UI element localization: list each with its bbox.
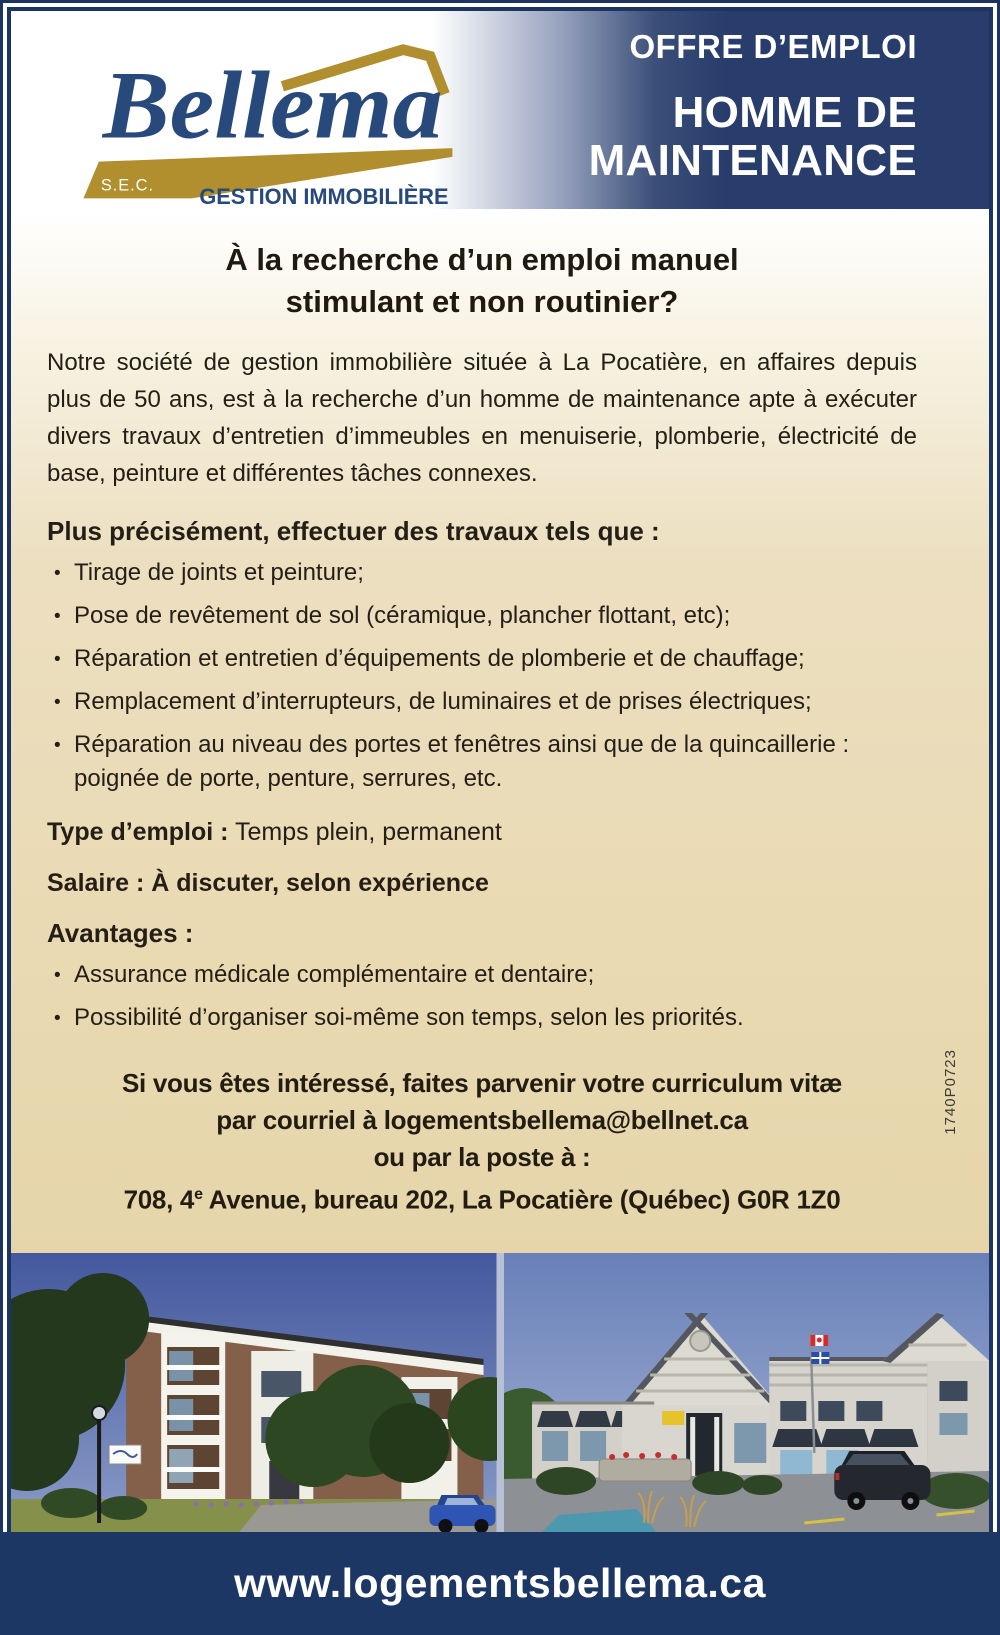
banner-kicker: OFFRE D’EMPLOI [629,28,917,65]
building-sign [109,1445,141,1464]
apply-block [47,1065,917,1219]
task-item: • Remplacement d’interrupteurs, de luminaires et de prises électriques; [47,685,917,719]
apply-line2 [47,1102,917,1139]
photo-strip [11,1253,989,1532]
salary-value: À discuter, selon expérience [151,869,489,898]
website-url: www.logementsbellema.ca [234,1560,766,1606]
benefits-list [47,958,917,1035]
headline-line2: stimulant et non routinier? [285,284,679,320]
address-ordinal: e [194,1186,203,1204]
apply-line2-prefix: par courriel à [216,1105,384,1136]
bellema-logo-graphic [39,11,469,209]
red-white-flag-icon [810,1335,828,1346]
office-building-photo [504,1253,990,1532]
tasks-list [47,556,917,796]
job-banner [497,11,989,209]
benefit-item: • Possibilité d’organiser soi-même son temps, selon les priorités. [47,1001,917,1035]
headline-line1: À la recherche d’un emploi manuel [225,242,739,277]
header [11,11,989,209]
quebec-flag-icon [811,1352,829,1364]
office-building-illustration [504,1253,990,1532]
footer [0,1532,1000,1635]
tasks-heading: Plus précisément, effectuer des travaux tels que : [47,516,660,547]
apply-line3: ou par la poste à : [373,1142,591,1173]
task-item: • Réparation au niveau des portes et fenêtres ainsi que de la quincaillerie : poignée de porte, penture, serrures, etc. [47,728,917,796]
task-item-continuation: poignée de porte, penture, serrures, etc. [74,765,503,793]
job-type-line [47,818,917,847]
banner-title [497,89,917,184]
headline [47,239,917,323]
logo-brand-text: Bellema [101,51,443,159]
job-type-label: Type d’emploi : [47,818,229,847]
salary-label: Salaire : [47,869,145,898]
task-item: • Pose de revêtement de sol (céramique, plancher flottant, etc); [47,599,917,633]
benefit-item: • Assurance médicale complémentaire et dentaire; [47,958,917,992]
apartment-building-photo [11,1253,497,1532]
intro-paragraph: Notre société de gestion immobilière située à La Pocatière, en affaires depuis plus de 50 ans, est à la recherche d’un homme de maintenance apte à exécuter divers travaux d’entretien d’immeubles en menuiserie, plomberie, électricité de base, peinture et différentes tâches connexes. [47,349,917,488]
apartment-building-illustration [11,1253,497,1532]
bellema-logo [11,11,497,209]
logo-subtitle-text: GESTION IMMOBILIÈRE [199,184,449,209]
task-item: • Tirage de joints et peinture; [47,556,917,590]
apply-line1: Si vous êtes intéressé, faites parvenir votre curriculum vitæ [121,1068,843,1099]
banner-title-line1: HOMME DE [672,88,917,137]
job-type-value: Temps plein, permanent [235,818,502,847]
reference-code: 1740P0723 [942,1049,959,1135]
logo-sec-text: S.E.C. [100,176,155,195]
benefits-heading: Avantages : [47,918,194,949]
task-item: • Réparation et entretien d’équipements de plomberie et de chauffage; [47,642,917,676]
address-line: 708, 4e Avenue, bureau 202, La Pocatière (Québec) G0R 1Z0 [123,1184,841,1215]
apply-email: logementsbellema@bellnet.ca [383,1105,748,1136]
salary-line [47,869,917,898]
ad-body [11,209,989,1253]
banner-title-line2: MAINTENANCE [588,135,917,185]
